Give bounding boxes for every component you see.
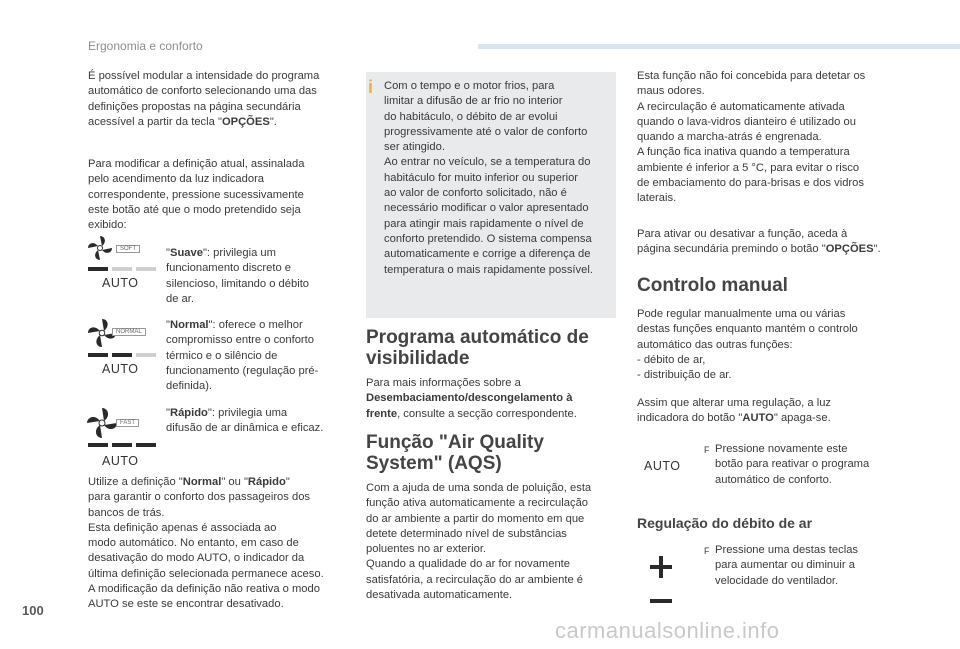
info-icon: i xyxy=(368,77,374,97)
minus-icon xyxy=(647,596,675,606)
flow-instruction: Pressione uma destas teclas para aumentar ou diminuir a velocidade do ventilador. xyxy=(715,544,859,587)
header-bar xyxy=(478,44,960,49)
info-text: Com o tempo e o motor frios, para limitar a difusão de ar frio no interior do habitáculo, o débito de ar evolui progressivamente até o valor de conforto ser atingido. Ao entrar no veículo, se a temperatura do habitáculo for muito inferior ou superior ao valor de conforto solicitado, não é necessário modificar o valor apresentado para atingir mais rapidamente o nível de conforto pretendido. O sistema compensa automaticamente e corrige a diferença de temperatura o mais rapidamente possível. xyxy=(384,80,593,276)
fast-mode-icon xyxy=(86,406,158,466)
normal-mode-icon xyxy=(86,316,158,376)
use-setting-text: Utilize a definição "Normal" ou "Rápido" para garantir o conforto dos passageiros dos bancos de trás. Esta definição apenas é associada ao modo automático. No entanto, em caso de desativação do modo AUTO, o indicador da última definição selecionada permanece aceso. A modificação da definição não reativa o modo AUTO se este se encontrar desativado. xyxy=(88,476,324,611)
normal-mode-desc: "Normal": oferece o melhor compromisso entre o conforto térmico e o silêncio de funcionamento (regulação pré- definida). xyxy=(166,319,319,393)
fan-icon xyxy=(86,234,158,274)
page-number: 100 xyxy=(22,603,44,618)
watermark: carmanualsonline.info xyxy=(555,618,780,643)
manual-text: Pode regular manualmente uma ou várias destas funções enquanto mantém o controlo automático das outras funções: - débito de ar, - distribuição de ar. xyxy=(637,308,858,382)
aqs-text: Com a ajuda de uma sonda de poluição, esta função ativa automaticamente a recirculação do ar ambiente a partir do momento em que detete determinado nível de substâncias poluentes no ar exterior. Quando a qualidade do ar for novamente satisfatória, a recirculação do ar ambiente é desativada automaticamente. xyxy=(366,482,592,602)
alter-text: Assim que alterar uma regulação, a luz indicadora do botão "AUTO" apaga-se. xyxy=(637,397,832,425)
odors-text: Esta função não foi concebida para detetar os maus odores. A recirculação é automaticamente ativada quando o lava-vidros dianteiro é utilizado ou quando a marcha-atrás é engrenada. A função fica inativa quando a temperatura ambiente é inferior a 5 °C, para evitar o risco de embaciamento do para-brisas e dos vidros laterais. xyxy=(637,70,866,205)
fast-mode-desc: "Rápido": privilegia uma difusão de ar dinâmica e eficaz. xyxy=(166,407,324,435)
flow-heading: Regulação do débito de ar xyxy=(637,515,813,531)
auto-label: AUTO xyxy=(102,276,139,290)
manual-heading: Controlo manual xyxy=(637,275,788,296)
section-title: Ergonomia e conforto xyxy=(88,39,203,53)
modify-text: Para modificar a definição atual, assinalada pelo acendimento da luz indicadora correspondente, pressione sucessivamente este botão até que o modo pretendido seja exibido: xyxy=(88,158,305,232)
auto-label: AUTO xyxy=(102,454,139,468)
activate-text: Para ativar ou desativar a função, aceda à página secundária premindo o botão "OPÇÕES". xyxy=(637,228,881,256)
bullet-icon: F xyxy=(704,445,710,455)
soft-badge: SOFT xyxy=(116,245,140,253)
plus-icon xyxy=(647,553,675,581)
plus-button[interactable] xyxy=(647,553,675,581)
intro-text: É possível modular a intensidade do programa automático de conforto selecionando uma das definições propostas na página secundária acessível a partir da tecla "OPÇÕES". xyxy=(88,70,320,128)
visibility-heading: Programa automático de visibilidade xyxy=(366,327,589,369)
bullet-icon: F xyxy=(704,546,710,556)
auto-button[interactable]: AUTO xyxy=(644,459,681,473)
fan-icon xyxy=(86,316,158,360)
minus-button[interactable] xyxy=(647,593,675,603)
aqs-heading: Função "Air Quality System" (AQS) xyxy=(366,432,544,474)
auto-label: AUTO xyxy=(102,362,139,376)
visibility-text: Para mais informações sobre a Desembaciamento/descongelamento à frente, consulte a secção correspondente. xyxy=(366,377,577,420)
fast-badge: FAST xyxy=(116,419,139,427)
soft-mode-icon xyxy=(86,234,158,294)
normal-badge: NORMAL xyxy=(112,328,146,336)
soft-mode-desc: "Suave": privilegia um funcionamento discreto e silencioso, limitando o débito de ar. xyxy=(166,247,310,305)
auto-instruction: Pressione novamente este botão para reativar o programa automático de conforto. xyxy=(715,443,870,486)
fan-icon xyxy=(86,406,158,450)
